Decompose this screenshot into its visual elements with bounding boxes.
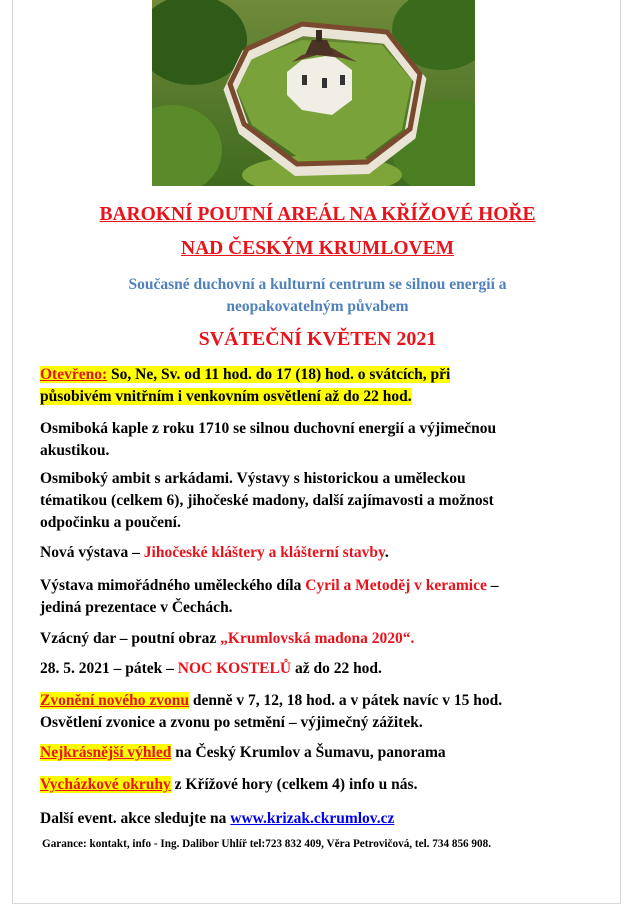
walk-label: Vycházkové okruhy [40, 776, 171, 793]
subtitle-line-1: Současné duchovní a kulturní centrum se silnou energií a [128, 276, 507, 293]
bell-text: denně v 7, 12, 18 hod. a v pátek navíc v 15 hod. [189, 692, 503, 709]
title-line-2: NAD ČESKÝM KRUMLOVEM [181, 238, 454, 259]
art-line-2: jediná prezentace v Čechách. [40, 599, 233, 616]
gift-paragraph [40, 628, 610, 650]
ambit-line-1: Osmiboký ambit s arkádami. Výstavy s historickou a uměleckou [40, 470, 466, 487]
title-line-1: BAROKNÍ POUTNÍ AREÁL NA KŘÍŽOVÉ HOŘE [99, 204, 536, 225]
walk-paragraph [40, 774, 610, 796]
opening-hours [40, 364, 610, 408]
ambit-paragraph [40, 468, 610, 534]
new-exhibit-suffix: . [384, 544, 389, 561]
church-photo [152, 0, 475, 186]
events-prefix: Další event. akce sledujte na [40, 810, 231, 827]
events-paragraph [40, 808, 610, 830]
new-exhibit-prefix: Nová výstava – [40, 544, 144, 561]
subtitle-line-2: neopakovatelným půvabem [226, 298, 409, 315]
footer-contacts: Garance: kontakt, info - Ing. Dalibor Uhlíř tel:723 832 409, Věra Petrovičová, tel. 734 856 908. [42, 838, 492, 850]
night-prefix: 28. 5. 2021 – pátek – [40, 660, 178, 677]
night-suffix: až do 22 hod. [291, 660, 382, 677]
view-paragraph [40, 742, 610, 764]
art-suffix: – [486, 577, 499, 594]
walk-text: z Křížové hory (celkem 4) info u nás. [170, 776, 418, 793]
view-label: Nejkrásnější výhled [40, 744, 172, 761]
art-exhibit [40, 575, 610, 619]
night-of-churches [40, 658, 610, 680]
ambit-line-3: odpočinku a poučení. [40, 514, 181, 531]
open-text-1: So, Ne, Sv. od 11 hod. do 17 (18) hod. o svátcích, při [107, 366, 451, 383]
open-text-2: působivém vnitřním i venkovním osvětlení až do 22 hod. [40, 388, 412, 405]
art-name: Cyril a Metoděj v keramice [305, 577, 487, 594]
new-exhibit [40, 542, 610, 564]
bell-line-2: Osvětlení zvonice a zvonu po setmění – výjimečný zážitek. [40, 714, 423, 731]
events-link[interactable]: www.krizak.ckrumlov.cz [230, 810, 395, 827]
chapel-line-2: akustikou. [40, 442, 110, 459]
chapel-paragraph [40, 418, 610, 462]
night-name: NOC KOSTELŮ [177, 660, 292, 677]
may-heading: SVÁTEČNÍ KVĚTEN 2021 [198, 328, 437, 350]
ambit-line-2: tématikou (celkem 6), jihočeské madony, další zajímavosti a možnost [40, 492, 494, 509]
view-text: na Český Krumlov a Šumavu, panorama [171, 744, 446, 761]
chapel-line-1: Osmiboká kaple z roku 1710 se silnou duchovní energií a výjimečnou [40, 420, 497, 437]
subtitle [30, 274, 605, 318]
gift-prefix: Vzácný dar – poutní obraz [40, 630, 221, 647]
gift-name: „Krumlovská madona 2020“. [220, 630, 415, 647]
bell-paragraph [40, 690, 610, 734]
open-label: Otevřeno: [40, 366, 108, 383]
new-exhibit-name: Jihočeské kláštery a klášterní stavby [143, 544, 385, 561]
bell-label: Zvonění nového zvonu [40, 692, 190, 709]
art-prefix: Výstava mimořádného uměleckého díla [40, 577, 306, 594]
